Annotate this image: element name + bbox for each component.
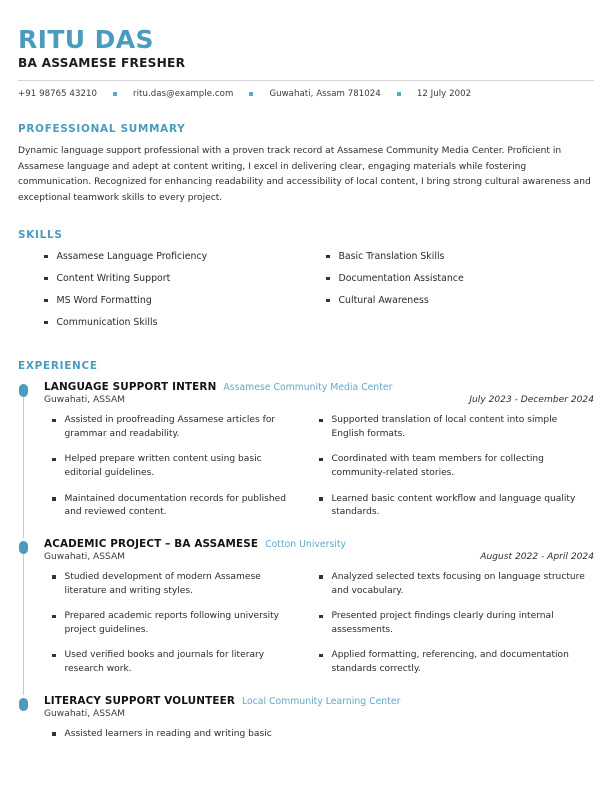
job-location: Guwahati, ASSAM (44, 551, 126, 562)
job-title-row (44, 695, 594, 707)
section-title-summary: PROFESSIONAL SUMMARY (18, 123, 186, 135)
skill-label: Documentation Assistance (338, 272, 464, 284)
job-title-row (44, 538, 594, 550)
experience-bullet-text: Helped prepare written content using basic editorial guidelines. (64, 454, 262, 478)
square-bullet-icon (326, 255, 330, 259)
job-title-row (44, 381, 594, 393)
bullet-columns (44, 571, 594, 677)
skill-item (326, 250, 594, 264)
experience-bullet (319, 610, 588, 637)
skill-label: Communication Skills (56, 316, 158, 328)
section-experience (18, 360, 594, 741)
skills-column-left (18, 250, 306, 339)
contact-email[interactable]: ritu.das@example.com (133, 89, 234, 99)
job-dates: July 2023 - December 2024 (469, 395, 594, 406)
section-title-experience: EXPERIENCE (18, 360, 98, 373)
square-bullet-icon (44, 255, 48, 259)
bullet-column-left (44, 728, 319, 742)
experience-bullet-text: Applied formatting, referencing, and documentation standards correctly. (331, 650, 569, 675)
company-name: Assamese Community Media Center (223, 382, 393, 394)
square-bullet-icon (52, 458, 56, 462)
square-bullet-icon (319, 615, 323, 619)
contact-row (18, 89, 594, 101)
experience-bullet-text: Used verified books and journals for literary research work. (64, 650, 265, 675)
resume-header (18, 26, 594, 101)
experience-bullet (52, 728, 293, 742)
experience-bullet (319, 453, 588, 480)
company-name: Local Community Learning Center (241, 695, 401, 707)
bullet-column-right (319, 728, 594, 742)
job-title: LITERACY SUPPORT VOLUNTEER (44, 694, 235, 707)
skills-column-right (306, 250, 594, 339)
square-bullet-icon (52, 732, 56, 736)
square-bullet-icon (52, 575, 56, 579)
experience-bullet (319, 649, 588, 676)
experience-entry (18, 538, 594, 677)
experience-entry (18, 695, 594, 742)
experience-bullet (52, 649, 293, 676)
square-bullet-icon (319, 654, 323, 658)
job-location: Guwahati, ASSAM (44, 395, 126, 406)
experience-bullet (52, 493, 293, 520)
contact-location: Guwahati, Assam 781024 (269, 89, 381, 99)
skill-item (326, 294, 594, 308)
company-name: Cotton University (265, 538, 347, 550)
square-bullet-icon (52, 497, 56, 501)
experience-bullet-text: Coordinated with team members for collecting community-related stories. (331, 454, 544, 478)
contact-separator-icon (113, 92, 117, 96)
square-bullet-icon (52, 615, 56, 619)
experience-bullet (319, 414, 588, 441)
skill-label: Content Writing Support (56, 272, 171, 284)
square-bullet-icon (44, 299, 48, 303)
experience-bullet-text: Supported translation of local content into simple English formats. (331, 415, 558, 439)
square-bullet-icon (319, 575, 323, 579)
section-title-skills: SKILLS (18, 228, 63, 241)
bullet-column-left (44, 571, 319, 677)
bullet-column-left (44, 414, 319, 520)
section-professional-summary (18, 123, 594, 207)
square-bullet-icon (52, 654, 56, 658)
experience-timeline (18, 381, 594, 741)
experience-bullet (52, 414, 293, 441)
experience-entry (18, 381, 594, 520)
timeline-marker-icon (19, 384, 28, 397)
square-bullet-icon (326, 299, 330, 303)
experience-bullet (52, 610, 293, 637)
square-bullet-icon (326, 277, 330, 281)
experience-bullet-text: Learned basic content workflow and language quality standards. (331, 493, 576, 518)
skill-item (44, 294, 306, 308)
experience-bullet-text: Analyzed selected texts focusing on language structure and vocabulary. (331, 571, 585, 596)
experience-bullet-text: Prepared academic reports following university project guidelines. (64, 611, 280, 635)
experience-bullet-text: Studied development of modern Assamese literature and writing styles. (64, 571, 261, 596)
summary-text: Dynamic language support professional with a proven track record at Assamese Community Media Center. Proficient in Assamese language and adept at content writing, I excel in delivering clear, engaging materials while fostering communication. Recognized for enhancing readability and accessibility of local content, I bring strong cultural awareness and exceptional teamwork skills to every project. (18, 146, 591, 203)
skills-columns (18, 250, 594, 339)
timeline-line (23, 397, 24, 538)
experience-bullet-text: Assisted learners in reading and writing basic (64, 728, 272, 739)
job-dates: August 2022 - April 2024 (480, 551, 594, 562)
square-bullet-icon (44, 277, 48, 281)
square-bullet-icon (319, 419, 323, 423)
experience-bullet (319, 571, 588, 598)
skill-item (44, 316, 306, 330)
job-meta-row (44, 709, 594, 719)
bullet-columns (44, 728, 594, 742)
contact-dob: 12 July 2002 (416, 89, 472, 99)
header-divider (18, 80, 594, 81)
bullet-column-right (319, 571, 594, 677)
experience-bullet-text: Assisted in proofreading Assamese articles for grammar and readability. (64, 415, 276, 439)
experience-bullet-text: Maintained documentation records for published and reviewed content. (64, 493, 286, 518)
job-title: LANGUAGE SUPPORT INTERN (44, 381, 217, 394)
timeline-line (23, 554, 24, 695)
square-bullet-icon (52, 419, 56, 423)
square-bullet-icon (319, 497, 323, 501)
bullet-column-right (319, 414, 594, 520)
contact-separator-icon (397, 92, 401, 96)
section-skills (18, 229, 594, 339)
skill-item (44, 272, 306, 286)
job-meta-row (44, 395, 594, 405)
skill-item (326, 272, 594, 286)
contact-phone: +91 98765 43210 (18, 89, 98, 99)
skill-label: Assamese Language Proficiency (56, 250, 208, 262)
experience-bullet (52, 571, 293, 598)
experience-bullet (52, 453, 293, 480)
skill-item (44, 250, 306, 264)
experience-bullet-text: Presented project findings clearly during internal assessments. (331, 611, 554, 635)
candidate-name: RITU DAS (18, 25, 154, 54)
candidate-headline: BA ASSAMESE FRESHER (18, 56, 186, 70)
bullet-columns (44, 414, 594, 520)
square-bullet-icon (319, 458, 323, 462)
timeline-marker-icon (19, 698, 28, 711)
timeline-marker-icon (19, 541, 28, 554)
contact-separator-icon (249, 92, 253, 96)
job-title: ACADEMIC PROJECT – BA ASSAMESE (44, 537, 259, 550)
experience-bullet (319, 493, 588, 520)
skill-label: Cultural Awareness (338, 294, 429, 306)
job-location: Guwahati, ASSAM (44, 708, 126, 719)
skill-label: Basic Translation Skills (338, 250, 445, 262)
square-bullet-icon (44, 321, 48, 325)
job-meta-row (44, 552, 594, 562)
skill-label: MS Word Formatting (56, 294, 152, 306)
